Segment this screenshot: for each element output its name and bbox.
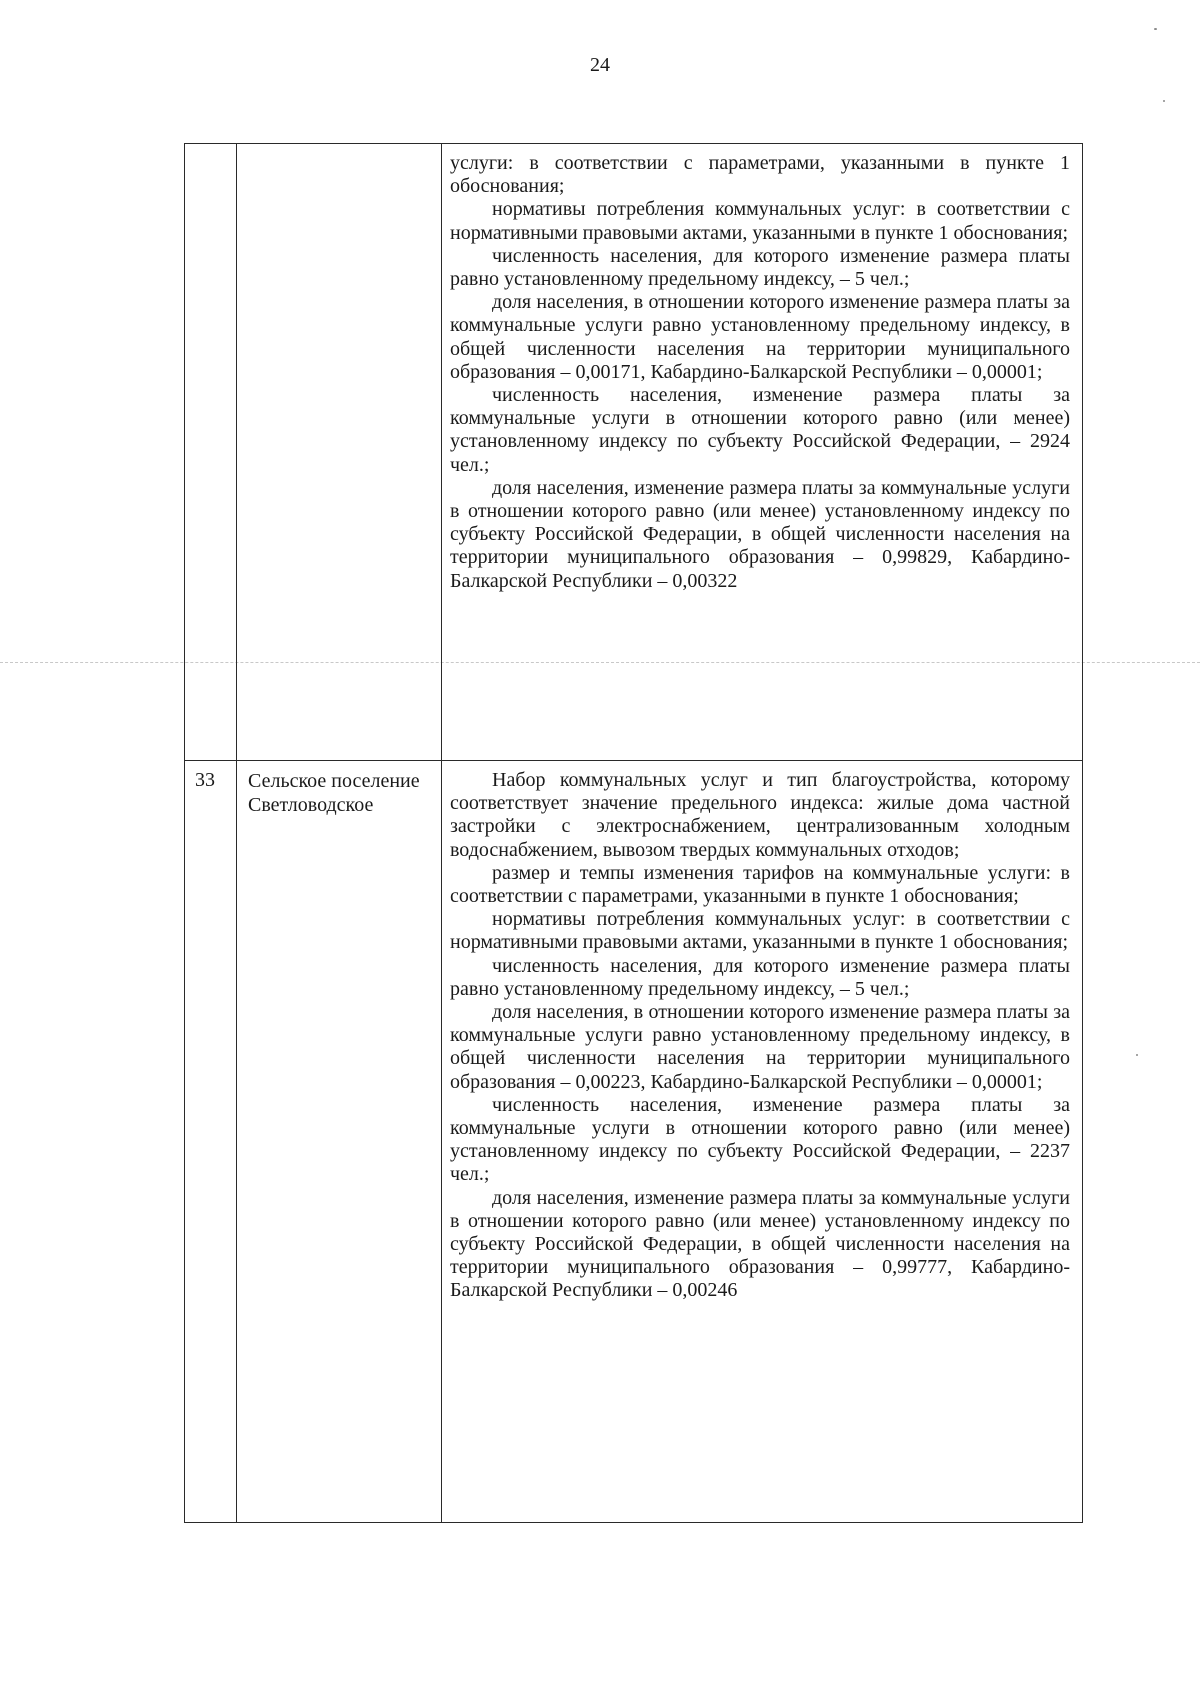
- description-paragraph: доля населения, изменение размера платы за коммунальные услуги в отношении которого равно (или менее) установленному индексу по субъекту Российской Федерации, в общей численности населения на территории муниципального образования – 0,99829, Кабардино-Балкарской Республики – 0,00322: [450, 476, 1070, 592]
- description-paragraph: услуги: в соответствии с параметрами, указанными в пункте 1 обоснования;: [450, 152, 1070, 198]
- data-table: [184, 143, 1083, 1523]
- description-cell: [442, 761, 1083, 1523]
- description-paragraph: численность населения, изменение размера платы за коммунальные услуги в отношении которого равно (или менее) установленному индексу по субъекту Российской Федерации, – 2924 чел.;: [450, 384, 1070, 476]
- description-paragraph: численность населения, для которого изменение размера платы равно установленному предельному индексу, – 5 чел.;: [450, 244, 1070, 291]
- description-cell: [442, 144, 1083, 761]
- description-paragraph: нормативы потребления коммунальных услуг: в соответствии с нормативными правовыми актами, указанными в пункте 1 обоснования;: [450, 908, 1070, 954]
- scan-speck: [1136, 1054, 1138, 1056]
- description-paragraph: доля населения, в отношении которого изменение размера платы за коммунальные услуги равно установленному предельному индексу, в общей численности населения на территории муниципального образования – 0,00223, Кабардино-Балкарской Республики – 0,00001;: [450, 1001, 1070, 1093]
- description-paragraph: размер и темпы изменения тарифов на коммунальные услуги: в соответствии с параметрами, указанными в пункте 1 обоснования;: [450, 861, 1070, 908]
- description-paragraph: численность населения, для которого изменение размера платы равно установленному предельному индексу, – 5 чел.;: [450, 954, 1070, 1000]
- table-row: [185, 144, 1083, 761]
- row-number-cell: [185, 144, 237, 761]
- municipality-name-cell: [237, 144, 442, 761]
- description-paragraph: Набор коммунальных услуг и тип благоустройства, которому соответствует значение предельного индекса: жилые дома частной застройки с электроснабжением, централизованным холодным водоснабжением, вывозом твердых коммунальных отходов;: [450, 769, 1070, 861]
- page-number: 24: [590, 54, 610, 76]
- scan-speck: [1154, 28, 1157, 30]
- description-paragraph: численность населения, изменение размера платы за коммунальные услуги в отношении которого равно (или менее) установленному индексу по субъекту Российской Федерации, – 2237 чел.;: [450, 1093, 1070, 1186]
- description-paragraph: доля населения, в отношении которого изменение размера платы за коммунальные услуги равно установленному предельному индексу, в общей численности населения на территории муниципального образования – 0,00171, Кабардино-Балкарской Республики – 0,00001;: [450, 291, 1070, 383]
- row-number-cell: 33: [185, 761, 237, 1523]
- table-row: [185, 761, 1083, 1523]
- municipality-name-cell: Сельское поселение Светловодское: [237, 761, 442, 1523]
- scan-speck: [1163, 100, 1165, 102]
- description-paragraph: нормативы потребления коммунальных услуг: в соответствии с нормативными правовыми актами, указанными в пункте 1 обоснования;: [450, 198, 1070, 244]
- description-paragraph: доля населения, изменение размера платы за коммунальные услуги в отношении которого равно (или менее) установленному индексу по субъекту Российской Федерации, в общей численности населения на территории муниципального образования – 0,99777, Кабардино-Балкарской Республики – 0,00246: [450, 1186, 1070, 1302]
